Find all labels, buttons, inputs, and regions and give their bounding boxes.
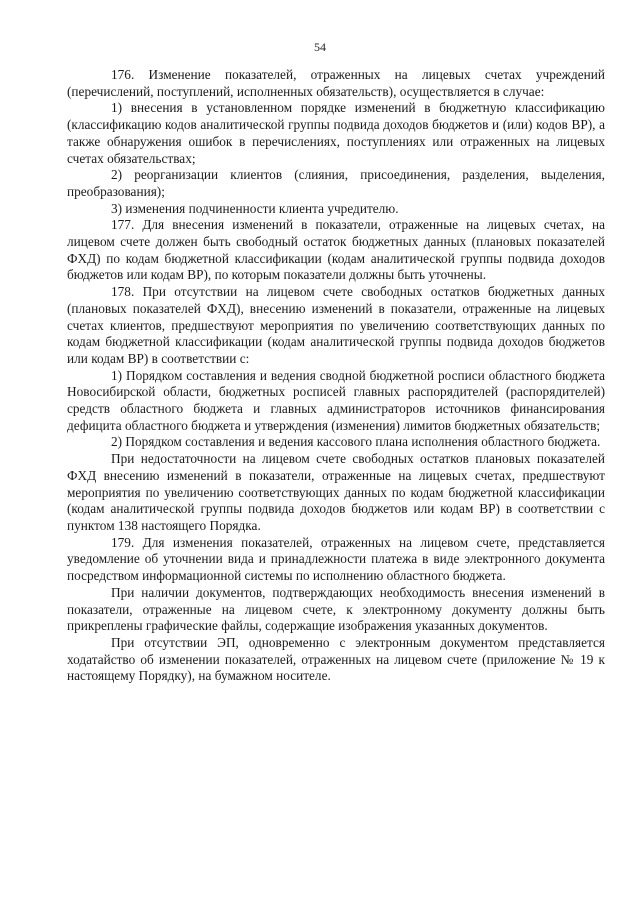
paragraph-177: 177. Для внесения изменений в показатели, отраженные на лицевых счетах, на лицевом счете должен быть свободный остаток бюджетных данных (плановых показателей ФХД) по кодам бюджетной классификации (кодам аналитической группы подвида доходов бюджетов или кодам ВР), по которым показатели должны быть уточнены. — [67, 217, 605, 283]
paragraph-178-insufficiency: При недостаточности на лицевом счете свободных остатков плановых показателей ФХД внесению изменений в показатели, отраженные на лицевых счетах, предшествуют мероприятия по увеличению соответствующих данных по кодам бюджетной классификации (кодам аналитической группы подвида доходов бюджетов или кодам ВР) в соответствии с пунктом 138 настоящего Порядка. — [67, 451, 605, 533]
paragraph-178-item-1: 1) Порядком составления и ведения сводной бюджетной росписи областного бюджета Новосибирской области, бюджетных росписей главных распорядителей (распорядителей) средств областного бюджета и главных администраторов источников финансирования дефицита областного бюджета и утверждения (изменения) лимитов бюджетных обязательств; — [67, 367, 605, 433]
document-body — [67, 67, 605, 685]
paragraph-179-documents: При наличии документов, подтверждающих необходимость внесения изменений в показатели, отраженные на лицевом счете, к электронному документу должны быть прикреплены графические файлы, содержащие изображения указанных документов. — [67, 584, 605, 634]
paragraph-178-item-2: 2) Порядком составления и ведения кассового плана исполнения областного бюджета. — [111, 434, 601, 450]
paragraph-179: 179. Для изменения показателей, отраженных на лицевом счете, представляется уведомление об уточнении вида и принадлежности платежа в виде электронного документа посредством информационной системы по исполнению областного бюджета. — [67, 534, 605, 584]
paragraph-176-item-1: 1) внесения в установленном порядке изменений в бюджетную классификацию (классификацию кодов аналитической группы подвида доходов бюджетов и (или) кодов ВР), а также обнаружения ошибок в перечислениях, поступлениях или отраженных на лицевых счетах обязательствах; — [67, 100, 605, 166]
paragraph-176-item-2: 2) реорганизации клиентов (слияния, присоединения, разделения, выделения, преобразования); — [67, 167, 605, 199]
page-number: 54 — [314, 40, 326, 54]
paragraph-176: 176. Изменение показателей, отраженных на лицевых счетах учреждений (перечислений, поступлений, исполненных обязательств), осуществляется в случае: — [67, 67, 605, 99]
paragraph-179-no-signature: При отсутствии ЭП, одновременно с электронным документом представляется ходатайство об изменении показателей, отраженных на лицевом счете (приложение № 19 к настоящему Порядку), на бумажном носителе. — [67, 634, 605, 684]
paragraph-178: 178. При отсутствии на лицевом счете свободных остатков бюджетных данных (плановых показателей ФХД), внесению изменений в показатели, отраженные на лицевых счетах клиентов, предшествуют мероприятия по увеличению соответствующих данных по кодам бюджетной классификации (кодам аналитической группы подвида доходов бюджетов или кодам ВР) в соответствии с: — [67, 284, 605, 366]
paragraph-176-item-3: 3) изменения подчиненности клиента учредителю. — [111, 200, 399, 216]
